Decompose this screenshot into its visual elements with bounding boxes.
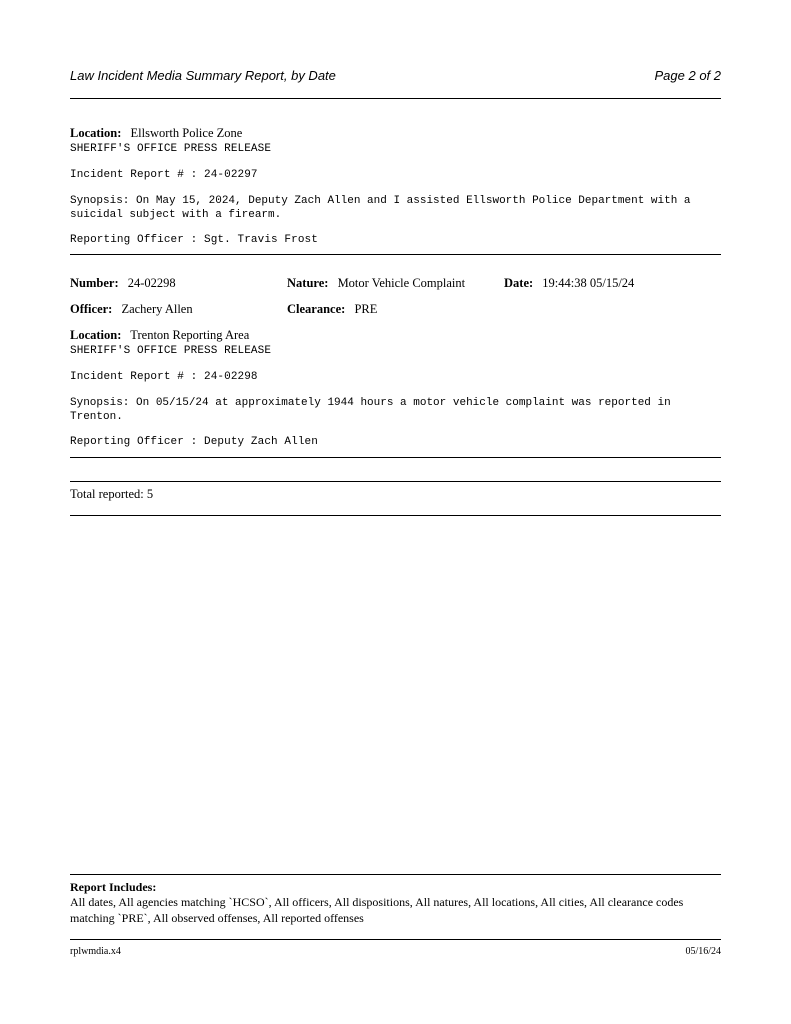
record2-reporting-officer: Reporting Officer : Deputy Zach Allen	[70, 436, 318, 448]
report-code: rplwmdia.x4	[70, 946, 121, 957]
date-value: 19:44:38 05/15/24	[542, 276, 635, 290]
total-reported: Total reported: 5	[70, 487, 154, 501]
includes-title: Report Includes:	[70, 880, 157, 894]
total-bottom-divider	[70, 515, 721, 516]
number-value: 24-02298	[127, 276, 176, 290]
record2-clearance	[287, 302, 377, 317]
record1-incident-report: Incident Report # : 24-02297	[70, 169, 258, 181]
record1-synopsis: Synopsis: On May 15, 2024, Deputy Zach Allen and I assisted Ellsworth Police Department with a suicidal subject with a firearm.	[70, 195, 691, 221]
record2-location	[70, 328, 249, 343]
number-label: Number:	[70, 276, 119, 290]
clearance-label: Clearance:	[287, 302, 346, 316]
record-divider	[70, 457, 721, 458]
record2-officer	[70, 302, 193, 317]
date-label: Date:	[504, 276, 534, 290]
record2-number	[70, 276, 176, 291]
record2-synopsis: Synopsis: On 05/15/24 at approximately 1944 hours a motor vehicle complaint was reported in Trenton.	[70, 397, 671, 423]
nature-label: Nature:	[287, 276, 329, 290]
footer-divider	[70, 939, 721, 940]
total-top-divider	[70, 481, 721, 482]
report-title: Law Incident Media Summary Report, by Date	[70, 68, 336, 83]
record2-date	[504, 276, 634, 291]
clearance-value: PRE	[354, 302, 378, 316]
location-value: Ellsworth Police Zone	[130, 126, 243, 140]
location-value: Trenton Reporting Area	[130, 328, 250, 342]
includes-divider	[70, 874, 721, 875]
record1-press-release: SHERIFF'S OFFICE PRESS RELEASE	[70, 143, 272, 155]
nature-value: Motor Vehicle Complaint	[337, 276, 466, 290]
record2-incident-report: Incident Report # : 24-02298	[70, 371, 258, 383]
location-label: Location:	[70, 126, 122, 140]
officer-value: Zachery Allen	[121, 302, 193, 316]
record1-reporting-officer: Reporting Officer : Sgt. Travis Frost	[70, 234, 318, 246]
print-date: 05/16/24	[685, 946, 721, 957]
location-label: Location:	[70, 328, 122, 342]
record-divider	[70, 254, 721, 255]
record2-nature	[287, 276, 465, 291]
record2-press-release: SHERIFF'S OFFICE PRESS RELEASE	[70, 345, 272, 357]
record1-location	[70, 126, 242, 141]
page-number: Page 2 of 2	[654, 68, 721, 83]
header-divider	[70, 98, 721, 99]
includes-text: All dates, All agencies matching `HCSO`, All officers, All dispositions, All natures, All locations, All cities, All clearance codes matching `PRE`, All observed offenses, All reported offenses	[70, 895, 684, 925]
officer-label: Officer:	[70, 302, 113, 316]
